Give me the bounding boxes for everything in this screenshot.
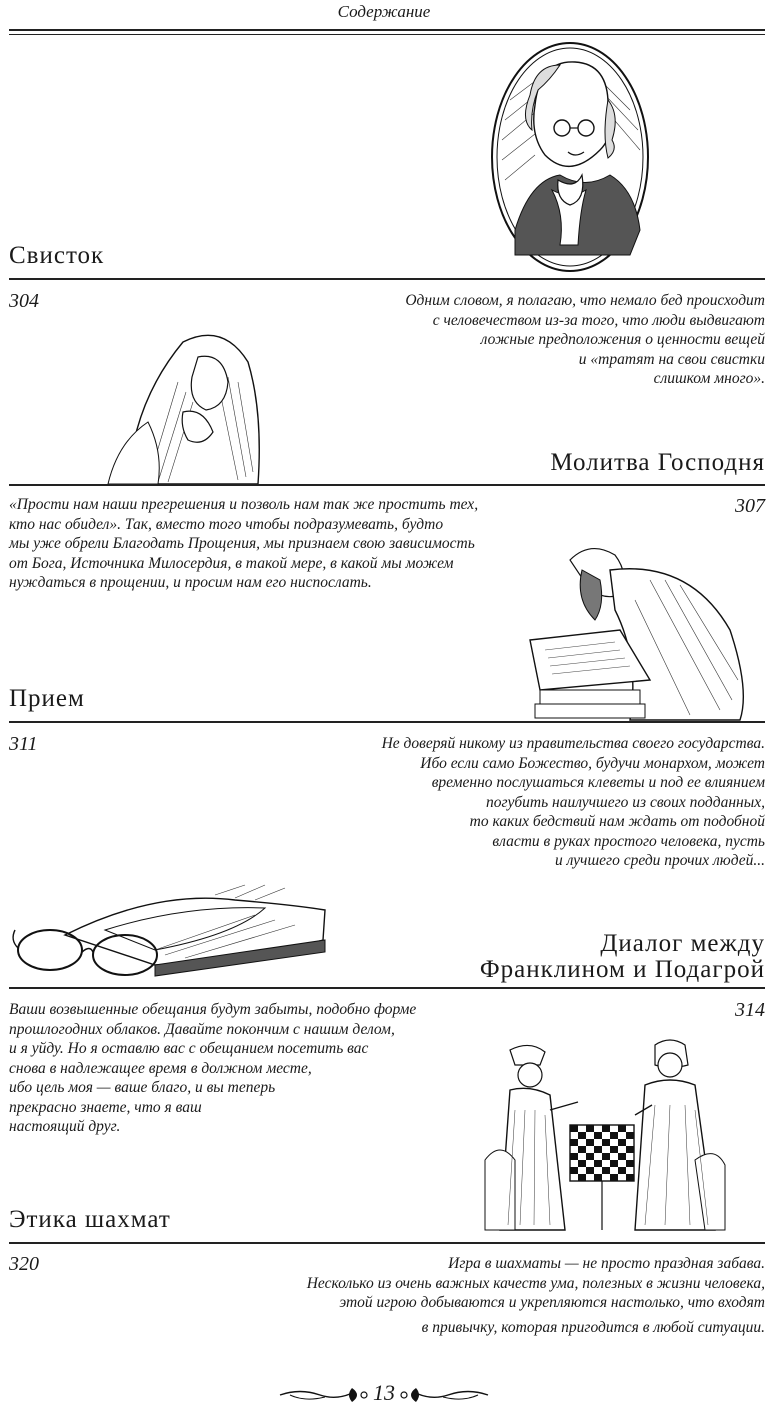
page-number-reception: 311 [9, 733, 38, 755]
section-rule-chess-ethics [9, 1242, 765, 1244]
section-title-lords-prayer: Молитва Господня [550, 449, 765, 476]
section-rule-gout-dialogue [9, 987, 765, 989]
quote-gout-dialogue: Ваши возвышенные обещания будут забыты, подобно форме прошлогодних облаков. Давайте покончим с нашим делом, и я уйду. Но я оставлю вас с обещанием посетить вас снова в надлежащее время в должном месте, ибо цель моя — ваше благо, и вы теперь прекрасно знаете, что я ваш настоящий друг. [9, 1001, 417, 1135]
footer-page-number: 13 [373, 1380, 395, 1405]
header-rule-thin [9, 34, 765, 35]
portrait-engraving [490, 40, 650, 275]
section-title-chess-ethics: Этика шахмат [9, 1206, 171, 1233]
praying-girl-engraving [88, 322, 268, 484]
page-number-gout-dialogue: 314 [735, 999, 765, 1021]
quote-chess-ethics: Игра в шахматы — не просто праздная забава. Несколько из очень важных качеств ума, полезных в жизни человека, этой игрою добываются и укрепляются настолько, что входят в привычку, которая пригодится в любой ситуации. [306, 1255, 765, 1336]
section-rule-whistle [9, 278, 765, 280]
quote-whistle: Одним словом, я полагаю, что немало бед происходит с человечеством из-за того, что люди выдвигают ложные предположения о ценности вещей и «тратят на свои свистки слишком много». [405, 292, 765, 387]
section-title-gout-dialogue: Диалог между Франклином и Подагрой [479, 930, 765, 983]
quote-reception: Не доверяй никому из правительства своего государства. Ибо если само Божество, будучи монархом, может временно послушаться клеветы и под ее влиянием погубить наилучшего из своих подданных, то каких бедствий нам ждать от подобной власти в руках простого человека, пусть и лучшего среди прочих людей... [381, 735, 765, 869]
header-rule-thick [9, 29, 765, 31]
glasses-on-book-engraving [5, 880, 335, 980]
quote-lords-prayer: «Прости нам наши прегрешения и позволь нам так же простить тех, кто нас обидел». Так, вместо того чтобы подразумевать, будто мы уже обрели Благодать Прощения, мы признаем свою зависимость от Бога, Источника Милосердия, в такой мере, в какой мы можем нуждаться в прощении, и просим нам его ниспослать. [9, 496, 479, 591]
section-title-whistle: Свисток [9, 242, 105, 269]
section-rule-lords-prayer [9, 484, 765, 486]
page-number-chess-ethics: 320 [9, 1253, 39, 1275]
section-title-reception: Прием [9, 685, 85, 712]
page-header-title: Содержание [337, 2, 431, 21]
section-rule-reception [9, 721, 765, 723]
chess-players-engraving [470, 1030, 730, 1240]
page-number-whistle: 304 [9, 290, 39, 312]
footer-ornament-right [396, 1384, 488, 1406]
scribe-reading-engraving [520, 540, 755, 720]
page-number-lords-prayer: 307 [735, 495, 765, 517]
